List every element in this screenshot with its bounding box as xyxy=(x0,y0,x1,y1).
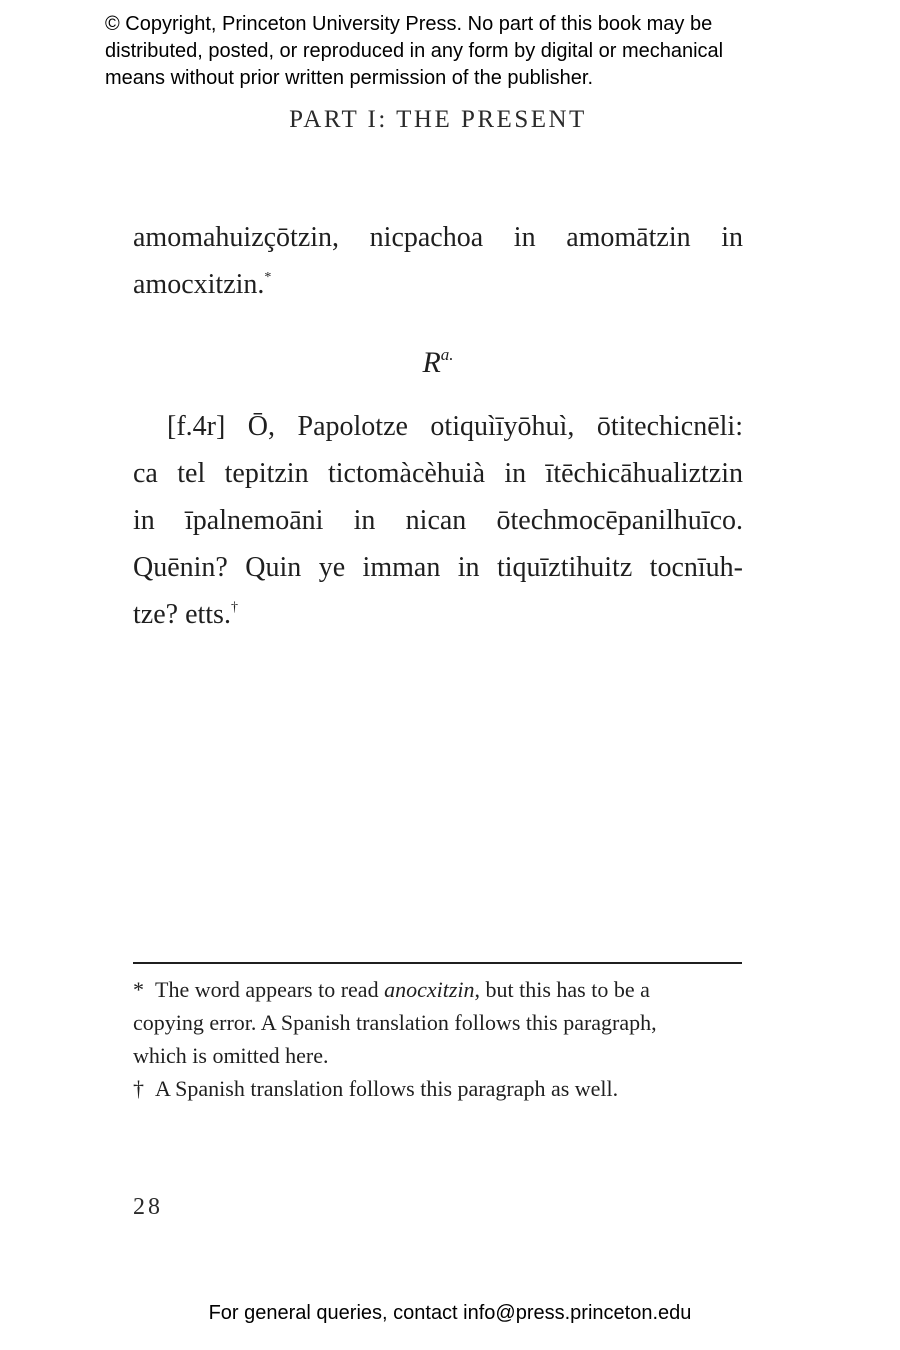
footnote-italic-word: anocxitzin xyxy=(384,977,475,1002)
contact-line: For general queries, contact info@press.princeton.edu xyxy=(208,1302,692,1324)
section-heading-letter: R xyxy=(422,346,441,379)
text-line: ca tel tepitzin tictomàcèhuià in ītēchicāhualiztzin xyxy=(133,458,743,489)
paragraph-continued xyxy=(133,214,743,308)
copyright-line: means without prior written permission of the publisher. xyxy=(105,67,594,89)
footnote-text-line: copying error. A Spanish translation follows this paragraph, xyxy=(133,1010,657,1035)
footnote-mark: † xyxy=(133,1076,144,1101)
footnote-dagger xyxy=(133,1072,733,1105)
text-line: amomahuizçōtzin, nicpachoa in amomātzin in xyxy=(133,222,743,253)
text-line xyxy=(133,261,743,308)
footnote-reference-dagger: † xyxy=(230,600,238,615)
footnote-divider xyxy=(133,962,742,964)
copyright-line: distributed, posted, or reproduced in any form by digital or mechanical xyxy=(105,40,724,62)
text-line: in īpalnemoāni in nican ōtechmocēpanilhuīco. xyxy=(133,505,743,536)
footnote-reference-asterisk: * xyxy=(264,270,272,285)
section-heading-superscript: a. xyxy=(440,345,454,364)
text-line-content: tze? etts. xyxy=(133,599,231,630)
text-line: [f.4r] Ō, Papolotze otiquìīyōhuì, ōtitechicnēli: xyxy=(167,411,743,442)
footnote-mark: * xyxy=(133,977,144,1002)
footnote-text: The word appears to read xyxy=(155,977,385,1002)
paragraph-main xyxy=(133,403,743,638)
running-head: PART I: THE PRESENT xyxy=(289,106,587,133)
footnotes xyxy=(133,973,733,1105)
footnote-text: , but this has to be a xyxy=(474,977,650,1002)
text-line xyxy=(133,591,743,638)
page-number: 28 xyxy=(133,1194,163,1220)
footnote-text-line: which is omitted here. xyxy=(133,1043,329,1068)
footnote-text: A Spanish translation follows this paragraph as well. xyxy=(155,1076,619,1101)
copyright-line: © Copyright, Princeton University Press. No part of this book may be xyxy=(105,13,713,35)
copyright-notice xyxy=(105,11,825,92)
text-line: Quēnin? Quin ye imman in tiquīztihuitz tocnīuh- xyxy=(133,552,743,583)
section-heading xyxy=(0,346,876,380)
text-line-content: amocxitzin. xyxy=(133,269,265,300)
footnote-asterisk xyxy=(133,973,733,1006)
